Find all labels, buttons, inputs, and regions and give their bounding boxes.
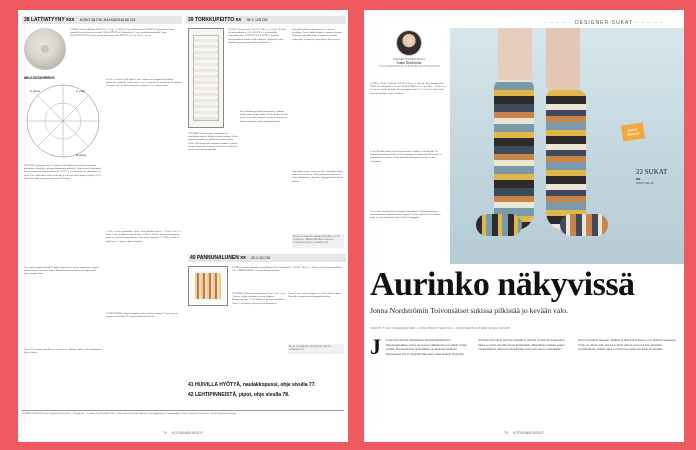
author-desc: TYÖN SUUNNITTELIJA JA SUKKIEN KUVITTAJA SUKAT: [378, 65, 440, 68]
author-name: Jonna Nordström: [396, 61, 422, 65]
author-block: [374, 58, 444, 68]
pattern-40-body-2: Toista 2. krs n. kunnes kappale on neliö. Päättele lanka. Viimeistele ompelemalla langanpäät piiloon.: [288, 292, 342, 299]
author-portrait: [396, 30, 422, 56]
sock-left-foot: [476, 214, 522, 236]
pillow-photo: [24, 28, 66, 70]
right-body-col-3: 3. krs: Kaventamalla kiilan silmukat jatka jalkaterä. Kärkikavennukset: kavenna jokaisen puikon alusta ja lopusta 2 s. Kun jäljellä on 8 s, katkaise lanka ja vedä silmukoiden läpi. Päättele langanpäät.: [370, 210, 441, 220]
pattern-39-body-3: Ensin käsin pitkä neulontakerros, tee kerros kerrallaan. Neulo kaikki kappaleet samaan suuntaan. Päättelyyn jätä pitkä lanka ja pujota se neulalla reunan läpi. Viimeistele pesemällä peitto kevyesti.: [292, 28, 343, 41]
pattern-38-body-6: Toista 2. krs kunnes jäljellä on 3 s ja neulo ne. Katkaise lanka, vedä silmukoiden läpi ja kiristä.: [24, 348, 102, 355]
right-body-col-1: LANKA: Novita 7 Veljestä (100 PCS, 100 g = n. 200 m) 100 g kutakin väriä. NEULAT: Sukkapuikot 3,5 mm. NEULETIHEYS: 22 s ja 30 krs = 10 cm. Luo 56 s ja jaa neljälle puikolle. Neulo joustinneuletta 2 o, 2 n 15 krs. Jatka sileää neuletta raidoittaen ohjeen mukaan.: [370, 82, 446, 95]
right-page: [364, 10, 684, 442]
sock-right-foot: [560, 214, 608, 236]
pattern-39-credits: MALLI: LANKAVA, MIRKA KURPELA, TYÖ: LANKAVA, MIRKA KURPELA MALLI: LANKAVA, KUVA: LANKAVA OY: [292, 234, 344, 248]
left-page-footer: [18, 431, 348, 435]
pattern-38-body-1: TYÖOHJE: Synnytän ohjeet 12 palaa. Laita luukkariin kyljelleen seuraavat tutkimuksen tuloksia ja otetaan pakkaamaan puikoille. Toista kolme kertaa pääli: luovan neulonnan ohjeen mukaisesti. 1. PALA: Luo neulosten 51 silmukkaa. Tee ensin 1 krs. Jatka sitten joka kerroksella ja 2 kerran välein kunnes jäljellä on 32 s. Neulo niin pään ulostuvat neulat vielä (2 kertaa).: [24, 164, 102, 180]
diagram-label-pala: 3. pala: [76, 89, 86, 93]
sock-size: KOKO 38–40: [636, 181, 654, 185]
sock-number: 22 SUKAT: [636, 168, 668, 176]
huivi-note: 41 HUIVILLA HYÖTYÄ, naulakkopussi, ohje sivulla 77.: [188, 382, 316, 388]
pattern-39-size: 95 X 125 CM: [246, 18, 268, 22]
pattern-39-header: 39 TORKKUPEITTO xx 95 X 125 CM: [186, 16, 346, 24]
pattern-39-materials: LANKA: Novita Puffy (100 PCS, 100 g = n. 95 m) 10 kerää (luonnonvalkoinen, 011). NEULTA: 1 pyöröpuikko silmukankerollet. SUKUPUOLEN ETUUS: Pujottele silmukkalankaa sormien väliin mukaan. Työskentele pistä silmukka pysyttävän puikoilla neulottaessa.: [228, 28, 286, 44]
sock-info: [636, 168, 680, 185]
article-col-2: "Harmaa koivurata tarkoita yhdellä ja toisella tavalla sitä kotiseutua, mutta se myös näyttää talven harmauden. Ihmeellisiä, kuinka paljon värejä mahtuu arkiseen talvipäivään, kun vain katsoo tarkemmin.": [478, 338, 566, 352]
right-page-number: 75: [503, 431, 508, 435]
pattern-38-body-5: YHTEENTEKO: Ompele kappaleet yhteen kuvion mukaan. Täytä tyyny ja ompele reuna kiinni. Tee tupsu ja kiinnitä keskelle.: [106, 312, 178, 319]
left-page: [18, 10, 348, 442]
credits: TEKSTI TIIJA KOLEHMAINEN • KUVA PIRJO SIEVOLA • KOMPLEKSUUTEEN SAGIA SOUMI: [370, 326, 511, 330]
pattern-39-body-2: Etsit silmukat pysyttää lyhyempänä ja pitkänä kaikki työskentelyn vaiheet. Neulo tasaisesti koko peiton leveydeltä reunasta reunaan. Kun peitto on halutun mittainen, päätä silmukat löyhästi.: [240, 110, 288, 123]
diagram-label-b: B-piiros: [76, 153, 87, 157]
blanket-photo: [188, 28, 224, 128]
right-page-magazine: KOTIVINKKI 8/2017: [512, 431, 545, 435]
diagram-title: NEULONTAPIIRROS: [24, 76, 55, 80]
socks-photo: [450, 28, 684, 264]
author-role: SUKKIEN SUUNNITTELIJA: [392, 58, 426, 61]
sock-left: [494, 80, 534, 230]
pattern-40-size: 20 X 20 CM: [251, 256, 271, 260]
diagram-label-a: A-piiros: [30, 89, 41, 93]
pattern-40-header: 40 PANNUNALUNEN xx 20 X 20 CM: [188, 254, 346, 262]
potholder-photo: [188, 266, 228, 306]
pattern-40-body-1: TYÖOHJE: Virkkaa aloitusketjuun 25 kjs. 1. krs: 1 p:ta 1 kjs:ssa ja jatka puuttuneen ketjun loppuun. Kääntyessä 2 kjs. 2. krs: Virkkaa 1 kp joka silmukkaan. Toista 2. krs kunnes pala on neliön muotoinen.: [232, 292, 286, 305]
pattern-40-credits: MALLI: LANKAVA, PIA HELSLA KUVA: LANKAVA OY: [288, 344, 344, 354]
article-col-1: Jonna Nordström suunnittelee maanmatkailuistaan kirjoneulesukkia. Jonna on osaava silmukoissa ja tykkää värien pelistä. Harrastuksena neulominen on kulkenut mukana lapsuudesta asti ja nykyään hän tekee omia malleja myyntiin.: [386, 338, 467, 356]
article-col-3: Puolo Suomeen mukaan. Sukkaa ja ihan kivaa kokoa ovat tärkeitä neuleessa. Värit on valittu niin, että ne sopivat yhteen ja tuovat iloa pimeään vuodenaikaan. Nämä sukat ovat hyvä projekti kevättalven iltoihin.: [578, 338, 677, 352]
headline: Aurinko näkyvissä: [370, 266, 635, 303]
right-page-footer: [364, 431, 684, 435]
pattern-38-body-3: N:o 5 palan pohjalta (kaikki) 6 palaa: kirjoneuleen ohjeen mukaisesti. Ompele suihkut liitokset ja sauma kiinni. Kiinnitä kansien keskelle yksi tupsu, pidä yhteen langat kiinni.: [24, 266, 99, 276]
section-label: – – – – – DESIGNER-SUKAT – – – – –: [544, 20, 664, 26]
pattern-39-body-1: TYÖOHJE: Neulo langan ensimmäisessä silmukkakerrokselle kaikki kerrokset alkuun. Neulo jokainen silmukka peräkkäin ja kiristä neulotut oikein. Pidä langan pää varmassa kohdassa ja käytä isompia silmukoita reunassa. Neulo kerros oikein ja kerros nurin toistaen puikolla.: [188, 132, 238, 152]
pattern-38-header: 38 LATTIATYYNY xxx KOKO 38 CM, HALKAISIJA 60 CM: [22, 16, 182, 24]
pattern-40-materials: LANKA: Lankava Multitip -puuvillalanka (80 CO kierrättely + 20 PES, 500 g = n. 140 m), 100 g kirjavankeltainen (73). VIRKKOUKKU: 7 mm tai kaksoin mukaan.: [232, 266, 343, 273]
sock-rating: xx: [636, 176, 641, 181]
pattern-38-body-4: 5. PALA: Neulo jatkamalla 5. pala, neulo silmukat yhteen. 7. PALA: Luo 51 s kuten 1. pala ja jatka kuvion mukaan. 8. PALA: Neulo vielä pala molempien puolien reunasta kuvion mukaan, koko tyyny neulotaan. 12. PALA: Jatka 12. palaa kuten 1. palaa ja päätä silmukat.: [106, 230, 181, 243]
knitting-diagram: [24, 82, 102, 160]
sock-badge: SUKAT SINULLE: [621, 123, 645, 142]
subheadline: Jonna Nordströmin Toivonsätset sukissa pilkistää jo kevään valo.: [370, 306, 569, 315]
sock-right: [546, 90, 586, 230]
pattern-38-materials: LANKA: Esteri-villalanka (100 PCS, n. 1 kg = n. 300 m) 3 kg (villakeltainen). PUIKOT: Pyöröpuikot 8 mm, pituus 80 cm; tai kaksoiset neulat. NEULETIHEYS: Virkkauksella 7 cm; suoritetaan puikoilla 8 mm. AVAINSOVELLUS: Neulo tasona koko ajan edein. TIHEYS: 11 s ja 16 krs = 10 cm.: [70, 28, 175, 38]
pattern-39-body-4: Lisää pitkä reunus, neulo reunaan 3 silmukkaa oikein jokaiseen kerrokseen. Tämä pitää peiton suorana ja estää rullautumisen. Pujottele langanpäät huolellisesti piiloon.: [292, 170, 344, 183]
pipot-note: 42 LEHTIPINNEISTÄ, pipot, ohje sivulla 78.: [188, 392, 290, 398]
left-page-magazine: KOTIVINKKI 8/2017: [171, 431, 204, 435]
left-page-number: 74: [162, 431, 167, 435]
pattern-38-body-2: 4. PALA: Neulo 4. pala kuten 1. pala, mutta neulo kappaleiden päässä alkuneuleen puikolla. Jatka neuloen 1 ja 2 osaan ohjeen mukaisesti. Keskipiste: Luo yhteensä 12 s kaarenmuotoiseen kantaan 1/2 neulaa neuloen.: [106, 78, 182, 88]
drop-cap: J: [370, 334, 381, 359]
right-body-col-2: 2. krs: Kiinnitä lanka ja neulo kirjoneuletta. Lankoja ei saa kiristää. Tee kantapää kantalapan avulla: neulo kantalappu 28 silmukalla 28 kerrosta, tee kantapään kavennukset. Poimi silmukat kantalapan reunoista ja jatka neulomista.: [370, 150, 443, 163]
supplier-addresses: TOIMITUSTIEDOT: Elsan Langat (09) 329 9355 ... Koripalvelu ... Lankava Oy (09) 6803 4700 ... Pirkan Kässä, Hemmi Hannula, Ossi Lappalainen, Lankamaailma, Novita, Suomen Neulekeskus, Etelä-Pohjanmaan Langat.: [22, 410, 344, 428]
pattern-38-size: KOKO 38 CM, HALKAISIJA 60 CM: [79, 18, 136, 22]
